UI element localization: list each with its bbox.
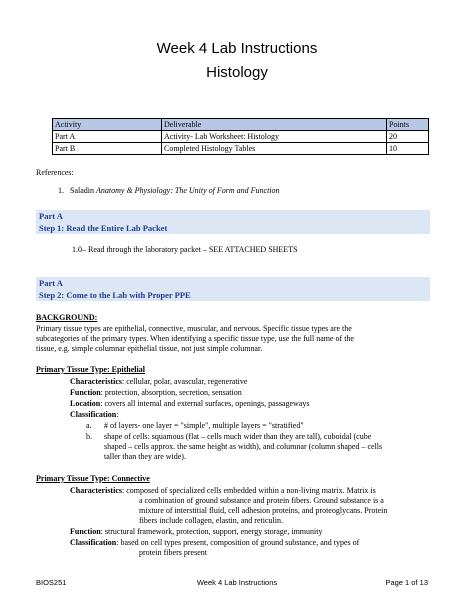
reference-item xyxy=(58,186,280,196)
classification-item-b-line: taller than they are wide). xyxy=(104,452,186,461)
background-line: subcategories of the primary types. When identifying a specific tissue type, use the full name of the xyxy=(36,334,354,343)
table-cell: Completed Histology Tables xyxy=(162,143,387,155)
function-label: Function xyxy=(70,527,101,536)
reference-title: Anatomy & Physiology: The Unity of Form and Function xyxy=(96,186,280,195)
background-line: tissue, e.g. simple columnar epithelial tissue, not just simple columnar. xyxy=(36,344,263,353)
location-label: Location xyxy=(70,399,101,408)
step-1-part: Part A xyxy=(39,211,63,221)
footer-page-number: Page 1 of 13 xyxy=(385,578,428,587)
classification-colon: : xyxy=(116,410,119,419)
step-2-banner xyxy=(36,277,430,301)
epithelial-location xyxy=(70,399,310,409)
step-1-text: 1.0– Read through the laboratory packet – SEE ATTACHED SHEETS xyxy=(72,245,298,254)
table-cell: 10 xyxy=(387,143,429,155)
characteristics-label: Characteristics xyxy=(70,377,122,386)
background-heading: BACKGROUND: xyxy=(36,313,98,322)
step-1-banner xyxy=(36,210,430,234)
classification-label: Classification xyxy=(70,538,117,547)
epithelial-heading: Primary Tissue Type: Epithelial xyxy=(36,365,145,374)
classification-item-a: # of layers- one layer = "simple", multiple layers = "stratified" xyxy=(104,421,304,430)
background-line: Primary tissue types are epithelial, connective, muscular, and nervous. Specific tissue types are the xyxy=(36,324,352,333)
table-header-row xyxy=(53,119,429,131)
characteristics-text-line: mixture of interstitial fluid, cell adhesion proteins, and proteoglycans. Protein xyxy=(139,506,388,515)
step-2-title: Step 2: Come to the Lab with Proper PPE xyxy=(39,290,191,300)
characteristics-text: : composed of specialized cells embedded within a non-living matrix. Matrix is xyxy=(121,486,376,495)
characteristics-text-line: a combination of ground substance and protein fibers. Ground substance is a xyxy=(139,496,384,505)
function-label: Function xyxy=(70,388,101,397)
function-text: : protection, absorption, secretion, sensation xyxy=(100,388,242,397)
table-cell: Part B xyxy=(53,143,162,155)
table-header-cell: Points xyxy=(387,119,429,131)
classification-text-line: protein fibers present xyxy=(139,548,207,557)
classification-text: : based on cell types present, composition of ground substance, and types of xyxy=(116,538,360,547)
document-title: Week 4 Lab Instructions xyxy=(156,40,318,57)
epithelial-function xyxy=(70,388,242,398)
footer-title: Week 4 Lab Instructions xyxy=(196,578,278,587)
reference-number: 1. xyxy=(58,186,64,195)
reference-author: Saladin xyxy=(70,186,96,195)
connective-classification xyxy=(70,538,359,548)
step-2-part: Part A xyxy=(39,278,63,288)
characteristics-label: Characteristics xyxy=(70,486,122,495)
document-subtitle: Histology xyxy=(206,64,268,81)
footer-course: BIOS251 xyxy=(36,578,67,587)
epithelial-classification xyxy=(70,410,118,420)
epithelial-characteristics xyxy=(70,377,247,387)
table-cell: 20 xyxy=(387,131,429,143)
deliverables-table xyxy=(52,118,429,155)
location-text: : covers all internal and external surfaces, openings, passageways xyxy=(100,399,310,408)
characteristics-text-line: fibers include collagen, elastin, and reticulin. xyxy=(139,516,283,525)
connective-characteristics xyxy=(70,486,376,496)
table-cell: Part A xyxy=(53,131,162,143)
classification-label: Classification xyxy=(70,410,117,419)
classification-item-b-line: shaped – cells approx. the same height as width), and columnar (column shaped – cells xyxy=(104,442,383,451)
characteristics-text: : cellular, polar, avascular, regenerative xyxy=(121,377,248,386)
step-1-title: Step 1: Read the Entire Lab Packet xyxy=(39,223,168,233)
table-cell: Activity- Lab Worksheet: Histology xyxy=(162,131,387,143)
classification-item-b-line: shape of cells: squamous (flat – cells much wider than they are tall), cuboidal (cube xyxy=(104,432,372,441)
connective-function xyxy=(70,527,322,537)
connective-heading: Primary Tissue Type: Connective xyxy=(36,474,150,483)
classification-letter: a. xyxy=(86,421,92,430)
table-header-cell: Deliverable xyxy=(162,119,387,131)
table-header-cell: Activity xyxy=(53,119,162,131)
table-row xyxy=(53,143,429,155)
classification-letter: b. xyxy=(86,432,92,441)
function-text: : structural framework, protection, support, energy storage, immunity xyxy=(100,527,323,536)
table-row xyxy=(53,131,429,143)
references-label: References: xyxy=(36,168,74,177)
